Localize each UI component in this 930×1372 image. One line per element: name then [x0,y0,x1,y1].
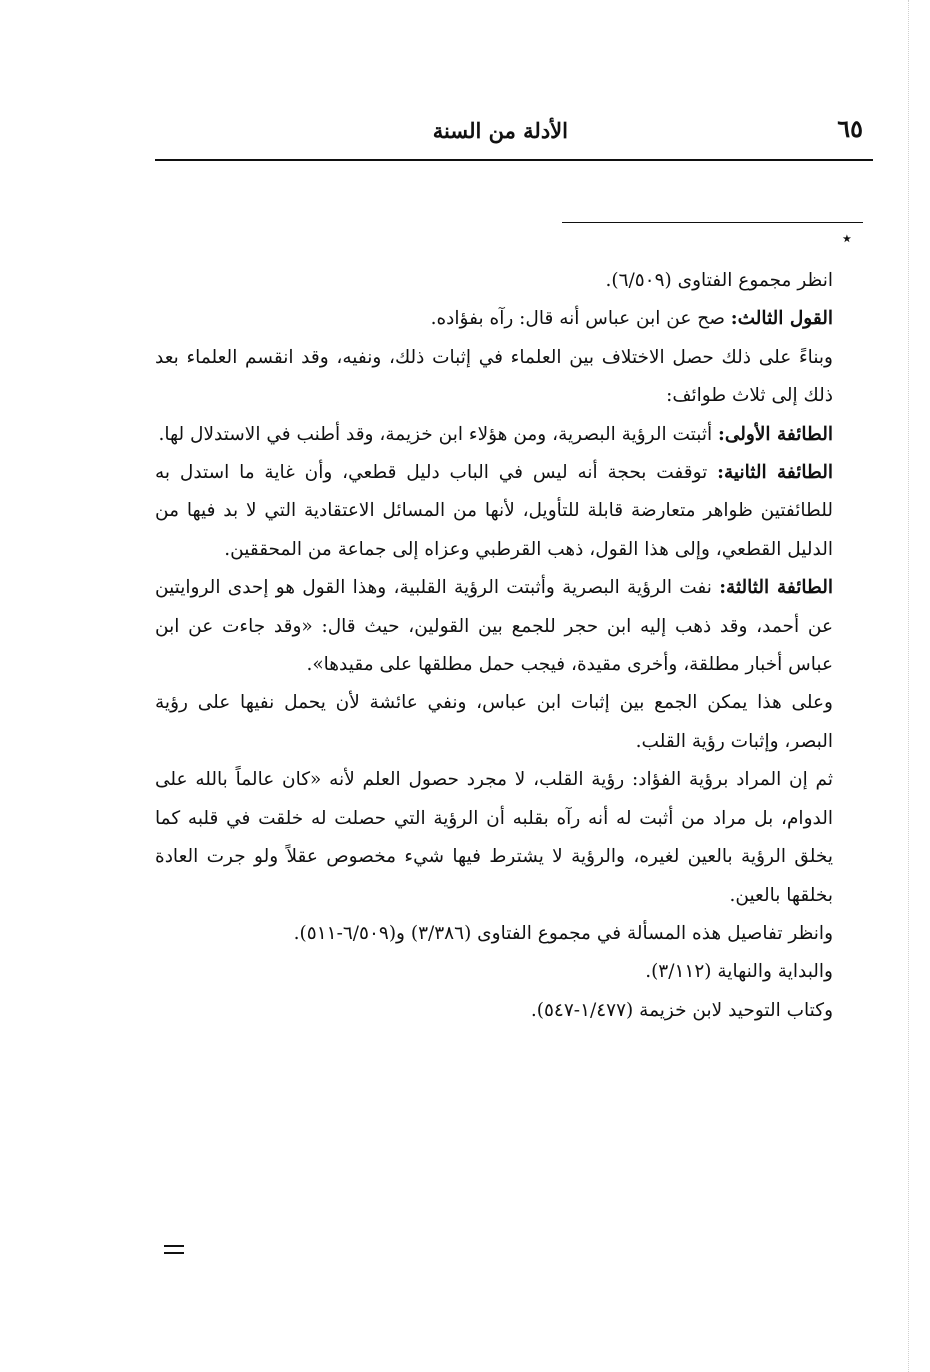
paragraph-text: صح عن ابن عباس أنه قال: رآه بفؤاده. [430,308,731,330]
paragraph [155,761,833,915]
paragraph-label: الطائفة الأولى: [718,423,833,445]
footnote-rule [562,222,863,223]
paragraph-text: والبداية والنهاية (٣/١١٢). [645,961,833,983]
paragraph [155,416,833,454]
continuation-mark-line [164,1245,184,1247]
paragraph [155,262,833,300]
paragraph-label: الطائفة الثانية: [717,462,833,484]
paragraph [155,953,833,991]
paragraph-text: وانظر تفاصيل هذه المسألة في مجموع الفتاوى (٣/٣٨٦) و(٦/٥٠٩-٥١١). [293,922,833,944]
header-rule [155,159,873,161]
paragraph-text: وبناءً على ذلك حصل الاختلاف بين العلماء في إثبات ذلك، ونفيه، وقد انقسم العلماء بعد ذلك إلى ثلاث طوائف: [155,346,833,407]
paragraph [155,684,833,761]
paragraph-text: وكتاب التوحيد لابن خزيمة (١/٤٧٧-٥٤٧). [530,999,833,1021]
running-title: الأدلة من السنة [432,118,568,143]
page-edge-dots [908,0,912,1372]
page-header [155,108,873,156]
body-text [155,262,833,1030]
paragraph [155,454,833,569]
paragraph-text: نفت الرؤية البصرية وأثبتت الرؤية القلبية، وهذا القول هو إحدى الروايتين عن أحمد، وقد ذهب إليه ابن حجر للجمع بين القولين، حيث قال: «وقد جاءت عن ابن عباس أخبار مطلقة، وأخرى مقيدة، فيجب حمل مطلقها على مقيدها». [155,577,833,676]
paragraph-text: توقفت بحجة أنه ليس في الباب دليل قطعي، وأن غاية ما استدل به للطائفتين ظواهر متعارضة قابلة للتأويل، لأنها من المسائل الاعتقادية التي لا بد فيها من الدليل القطعي، وإلى هذا القول، ذهب القرطبي وعزاه إلى جماعة من المحققين. [155,462,833,560]
paragraph-label: القول الثالث: [730,308,833,330]
page-number: ٦٥ [837,114,863,143]
paragraph [155,915,833,953]
paragraph [155,300,833,338]
paragraph-text: ثم إن المراد برؤية الفؤاد: رؤية القلب، لا مجرد حصول العلم لأنه «كان عالماً بالله على الدوام، بل مراد من أثبت له أنه رآه بقلبه أن الرؤية التي حصلت له خلقت في قلبه كما يخلق الرؤية بالعين لغيره، والرؤية لا يشترط فيها شيء مخصوص عقلاً ولو جرت العادة بخلقها بالعين. [155,769,833,906]
paragraph [155,992,833,1030]
paragraph-label: الطائفة الثالثة: [719,577,833,599]
paragraph [155,569,833,684]
footnote-marker: ٭ [842,228,852,249]
continuation-mark [164,1243,184,1255]
paragraph-text: وعلى هذا يمكن الجمع بين إثبات ابن عباس، ونفي عائشة لأن يحمل نفيها على رؤية البصر، وإثبات رؤية القلب. [155,692,833,752]
continuation-mark-line [164,1252,184,1254]
paragraph-text: أثبتت الرؤية البصرية، ومن هؤلاء ابن خزيمة، وقد أطنب في الاستدلال لها. [158,423,719,445]
paragraph-text: انظر مجموع الفتاوى (٦/٥٠٩). [605,270,833,291]
paragraph [155,339,833,416]
